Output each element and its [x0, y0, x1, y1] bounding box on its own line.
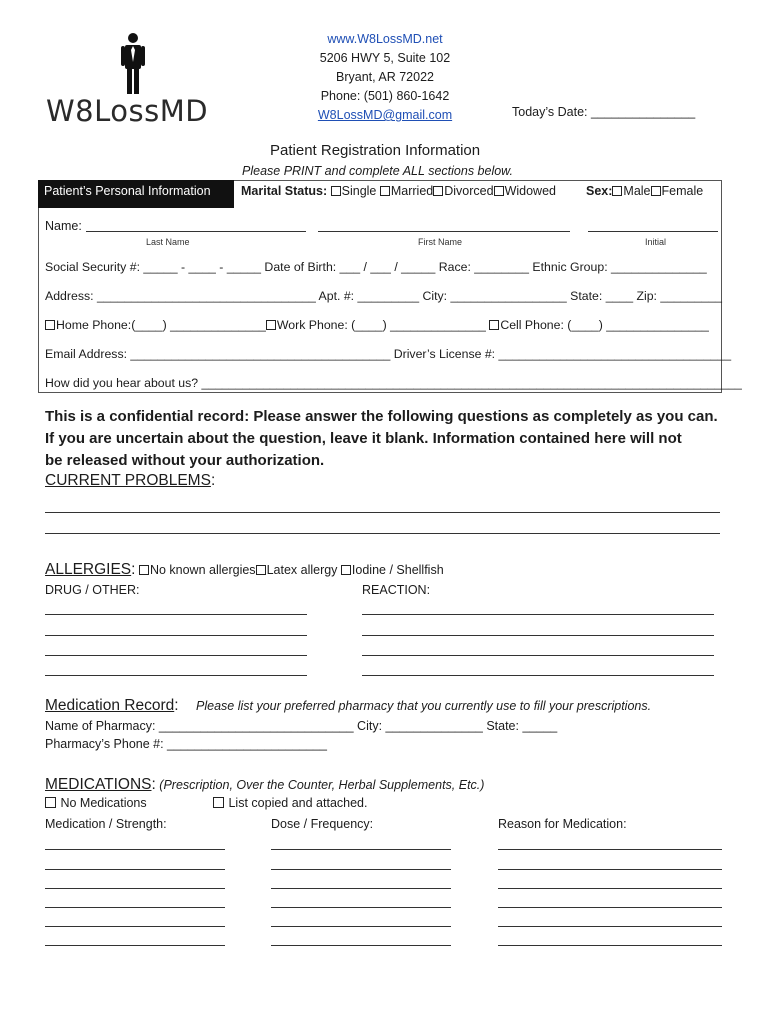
medication-line[interactable] — [45, 869, 225, 870]
marital-status-row — [241, 184, 556, 199]
checkbox-icon[interactable] — [433, 186, 443, 196]
section-tab-personal-info — [38, 180, 234, 208]
first-name-caption: First Name — [418, 237, 463, 247]
address-line-1: 5206 HWY 5, Suite 102 — [319, 51, 451, 65]
dose-line[interactable] — [271, 945, 451, 946]
reaction-line[interactable] — [362, 614, 714, 615]
dose-line[interactable] — [271, 907, 451, 908]
allergies-row: ALLERGIES: No known allergies Latex allergy Iodine / Shellfish — [45, 561, 444, 578]
iodine-shellfish-option[interactable]: Iodine / Shellfish — [341, 563, 444, 577]
confidential-line-3: be released without your authorization. — [45, 452, 325, 469]
work-phone-field[interactable]: Work Phone: (____) ______________ — [266, 318, 486, 332]
checkbox-icon[interactable] — [45, 797, 56, 808]
drug-line[interactable] — [45, 614, 307, 615]
pharmacy-phone-row[interactable]: Pharmacy’s Phone #: _______________________ — [45, 737, 327, 751]
medication-line[interactable] — [45, 907, 225, 908]
reason-line[interactable] — [498, 869, 722, 870]
medications-heading: MEDICATIONS — [45, 776, 152, 793]
reaction-line[interactable] — [362, 655, 714, 656]
checkbox-icon[interactable] — [380, 186, 390, 196]
current-problems-line-1[interactable] — [45, 512, 720, 513]
dose-line[interactable] — [271, 888, 451, 889]
medication-record-row: Medication Record: Please list your preferred pharmacy that you currently use to fill your prescriptions. — [45, 697, 652, 714]
marital-married-option[interactable]: Married — [380, 184, 433, 198]
cell-phone-field[interactable]: Cell Phone: (____) _______________ — [489, 318, 709, 332]
address-row[interactable]: Address: ________________________________ Apt. #: _________ City: _________________ State: ____ Zip: _________ — [45, 289, 722, 303]
logo — [46, 30, 226, 130]
form-instruction: Please PRINT and complete ALL sections below. — [242, 164, 513, 178]
current-problems-heading: CURRENT PROBLEMS: — [45, 472, 216, 489]
checkbox-icon[interactable] — [266, 320, 276, 330]
last-name-caption: Last Name — [146, 237, 190, 247]
drug-line[interactable] — [45, 635, 307, 636]
home-phone-field[interactable]: Home Phone:(____) ______________ — [45, 318, 266, 332]
todays-date-field[interactable]: Today’s Date: _______________ — [512, 105, 696, 119]
dose-frequency-header: Dose / Frequency: — [271, 817, 374, 831]
checkbox-icon[interactable] — [651, 186, 661, 196]
reason-line[interactable] — [498, 888, 722, 889]
last-name-field[interactable] — [86, 231, 306, 232]
email-license-row[interactable]: Email Address: ______________________________________ Driver’s License #: __________________________________ — [45, 347, 732, 361]
pharmacy-row[interactable]: Name of Pharmacy: ____________________________ City: ______________ State: _____ — [45, 719, 558, 733]
sex-male-option[interactable]: Male — [612, 184, 650, 198]
initial-field[interactable] — [588, 231, 718, 232]
marital-status-label: Marital Status: — [241, 184, 328, 198]
checkbox-icon[interactable] — [256, 565, 266, 575]
checkbox-icon[interactable] — [494, 186, 504, 196]
dose-line[interactable] — [271, 869, 451, 870]
form-title: Patient Registration Information — [270, 142, 481, 159]
reaction-label: REACTION: — [362, 583, 431, 597]
medication-record-heading: Medication Record — [45, 697, 175, 714]
first-name-field[interactable] — [318, 231, 570, 232]
reaction-line[interactable] — [362, 635, 714, 636]
name-label: Name: — [45, 219, 82, 233]
marital-divorced-option[interactable]: Divorced — [433, 184, 493, 198]
drug-other-label: DRUG / OTHER: — [45, 583, 140, 597]
latex-allergy-option[interactable]: Latex allergy — [256, 563, 338, 577]
medication-line[interactable] — [45, 888, 225, 889]
confidential-notice — [45, 406, 718, 472]
reason-line[interactable] — [498, 849, 722, 850]
confidential-line-2: If you are uncertain about the question, leave it blank. Information contained here will not — [45, 430, 682, 447]
reason-line[interactable] — [498, 907, 722, 908]
confidential-line-1: This is a confidential record: Please answer the following questions as completely as you can. — [45, 408, 718, 425]
website-link[interactable]: www.W8LossMD.net — [327, 32, 443, 46]
drug-line[interactable] — [45, 655, 307, 656]
person-logo-icon — [120, 32, 146, 96]
medication-record-instruction: Please list your preferred pharmacy that you currently use to fill your prescriptions. — [196, 699, 652, 713]
initial-caption: Initial — [645, 237, 667, 247]
checkbox-icon[interactable] — [213, 797, 224, 808]
medications-row: MEDICATIONS: (Prescription, Over the Counter, Herbal Supplements, Etc.) — [45, 776, 485, 793]
medications-note: (Prescription, Over the Counter, Herbal Supplements, Etc.) — [159, 778, 485, 792]
medication-line[interactable] — [45, 926, 225, 927]
dose-line[interactable] — [271, 849, 451, 850]
email-link[interactable]: W8LossMD@gmail.com — [317, 108, 453, 122]
medication-strength-header: Medication / Strength: — [45, 817, 167, 831]
allergies-heading: ALLERGIES — [45, 561, 132, 578]
list-copied-option[interactable]: List copied and attached. — [213, 796, 367, 811]
drug-line[interactable] — [45, 675, 307, 676]
phone-row — [45, 318, 709, 333]
logo-wordmark: W8LossMD — [46, 94, 209, 128]
contact-block — [285, 30, 485, 125]
current-problems-line-2[interactable] — [45, 533, 720, 534]
checkbox-icon[interactable] — [341, 565, 351, 575]
medication-line[interactable] — [45, 849, 225, 850]
checkbox-icon[interactable] — [612, 186, 622, 196]
phone-number: Phone: (501) 860-1642 — [320, 89, 450, 103]
ssn-dob-race-row[interactable]: Social Security #: _____ - ____ - _____ Date of Birth: ___ / ___ / _____ Race: ________ Ethnic Group: ______________ — [45, 260, 707, 274]
marital-widowed-option[interactable]: Widowed — [494, 184, 556, 198]
reaction-line[interactable] — [362, 675, 714, 676]
reason-header: Reason for Medication: — [498, 817, 627, 831]
no-known-allergies-option[interactable]: No known allergies — [139, 563, 256, 577]
sex-row — [586, 184, 703, 199]
checkbox-icon[interactable] — [45, 320, 55, 330]
marital-single-option[interactable]: Single — [331, 184, 377, 198]
checkbox-icon[interactable] — [331, 186, 341, 196]
sex-label: Sex: — [586, 184, 613, 198]
checkbox-icon[interactable] — [489, 320, 499, 330]
how-heard-row[interactable]: How did you hear about us? _______________________________________________________________________________ — [45, 376, 742, 390]
medication-line[interactable] — [45, 945, 225, 946]
reason-line[interactable] — [498, 945, 722, 946]
sex-female-option[interactable]: Female — [651, 184, 704, 198]
section-tab-label: Patient’s Personal Information — [44, 184, 211, 198]
address-line-2: Bryant, AR 72022 — [336, 70, 434, 84]
reason-line[interactable] — [498, 926, 722, 927]
checkbox-icon[interactable] — [139, 565, 149, 575]
dose-line[interactable] — [271, 926, 451, 927]
no-medications-option[interactable]: No Medications — [45, 796, 147, 811]
